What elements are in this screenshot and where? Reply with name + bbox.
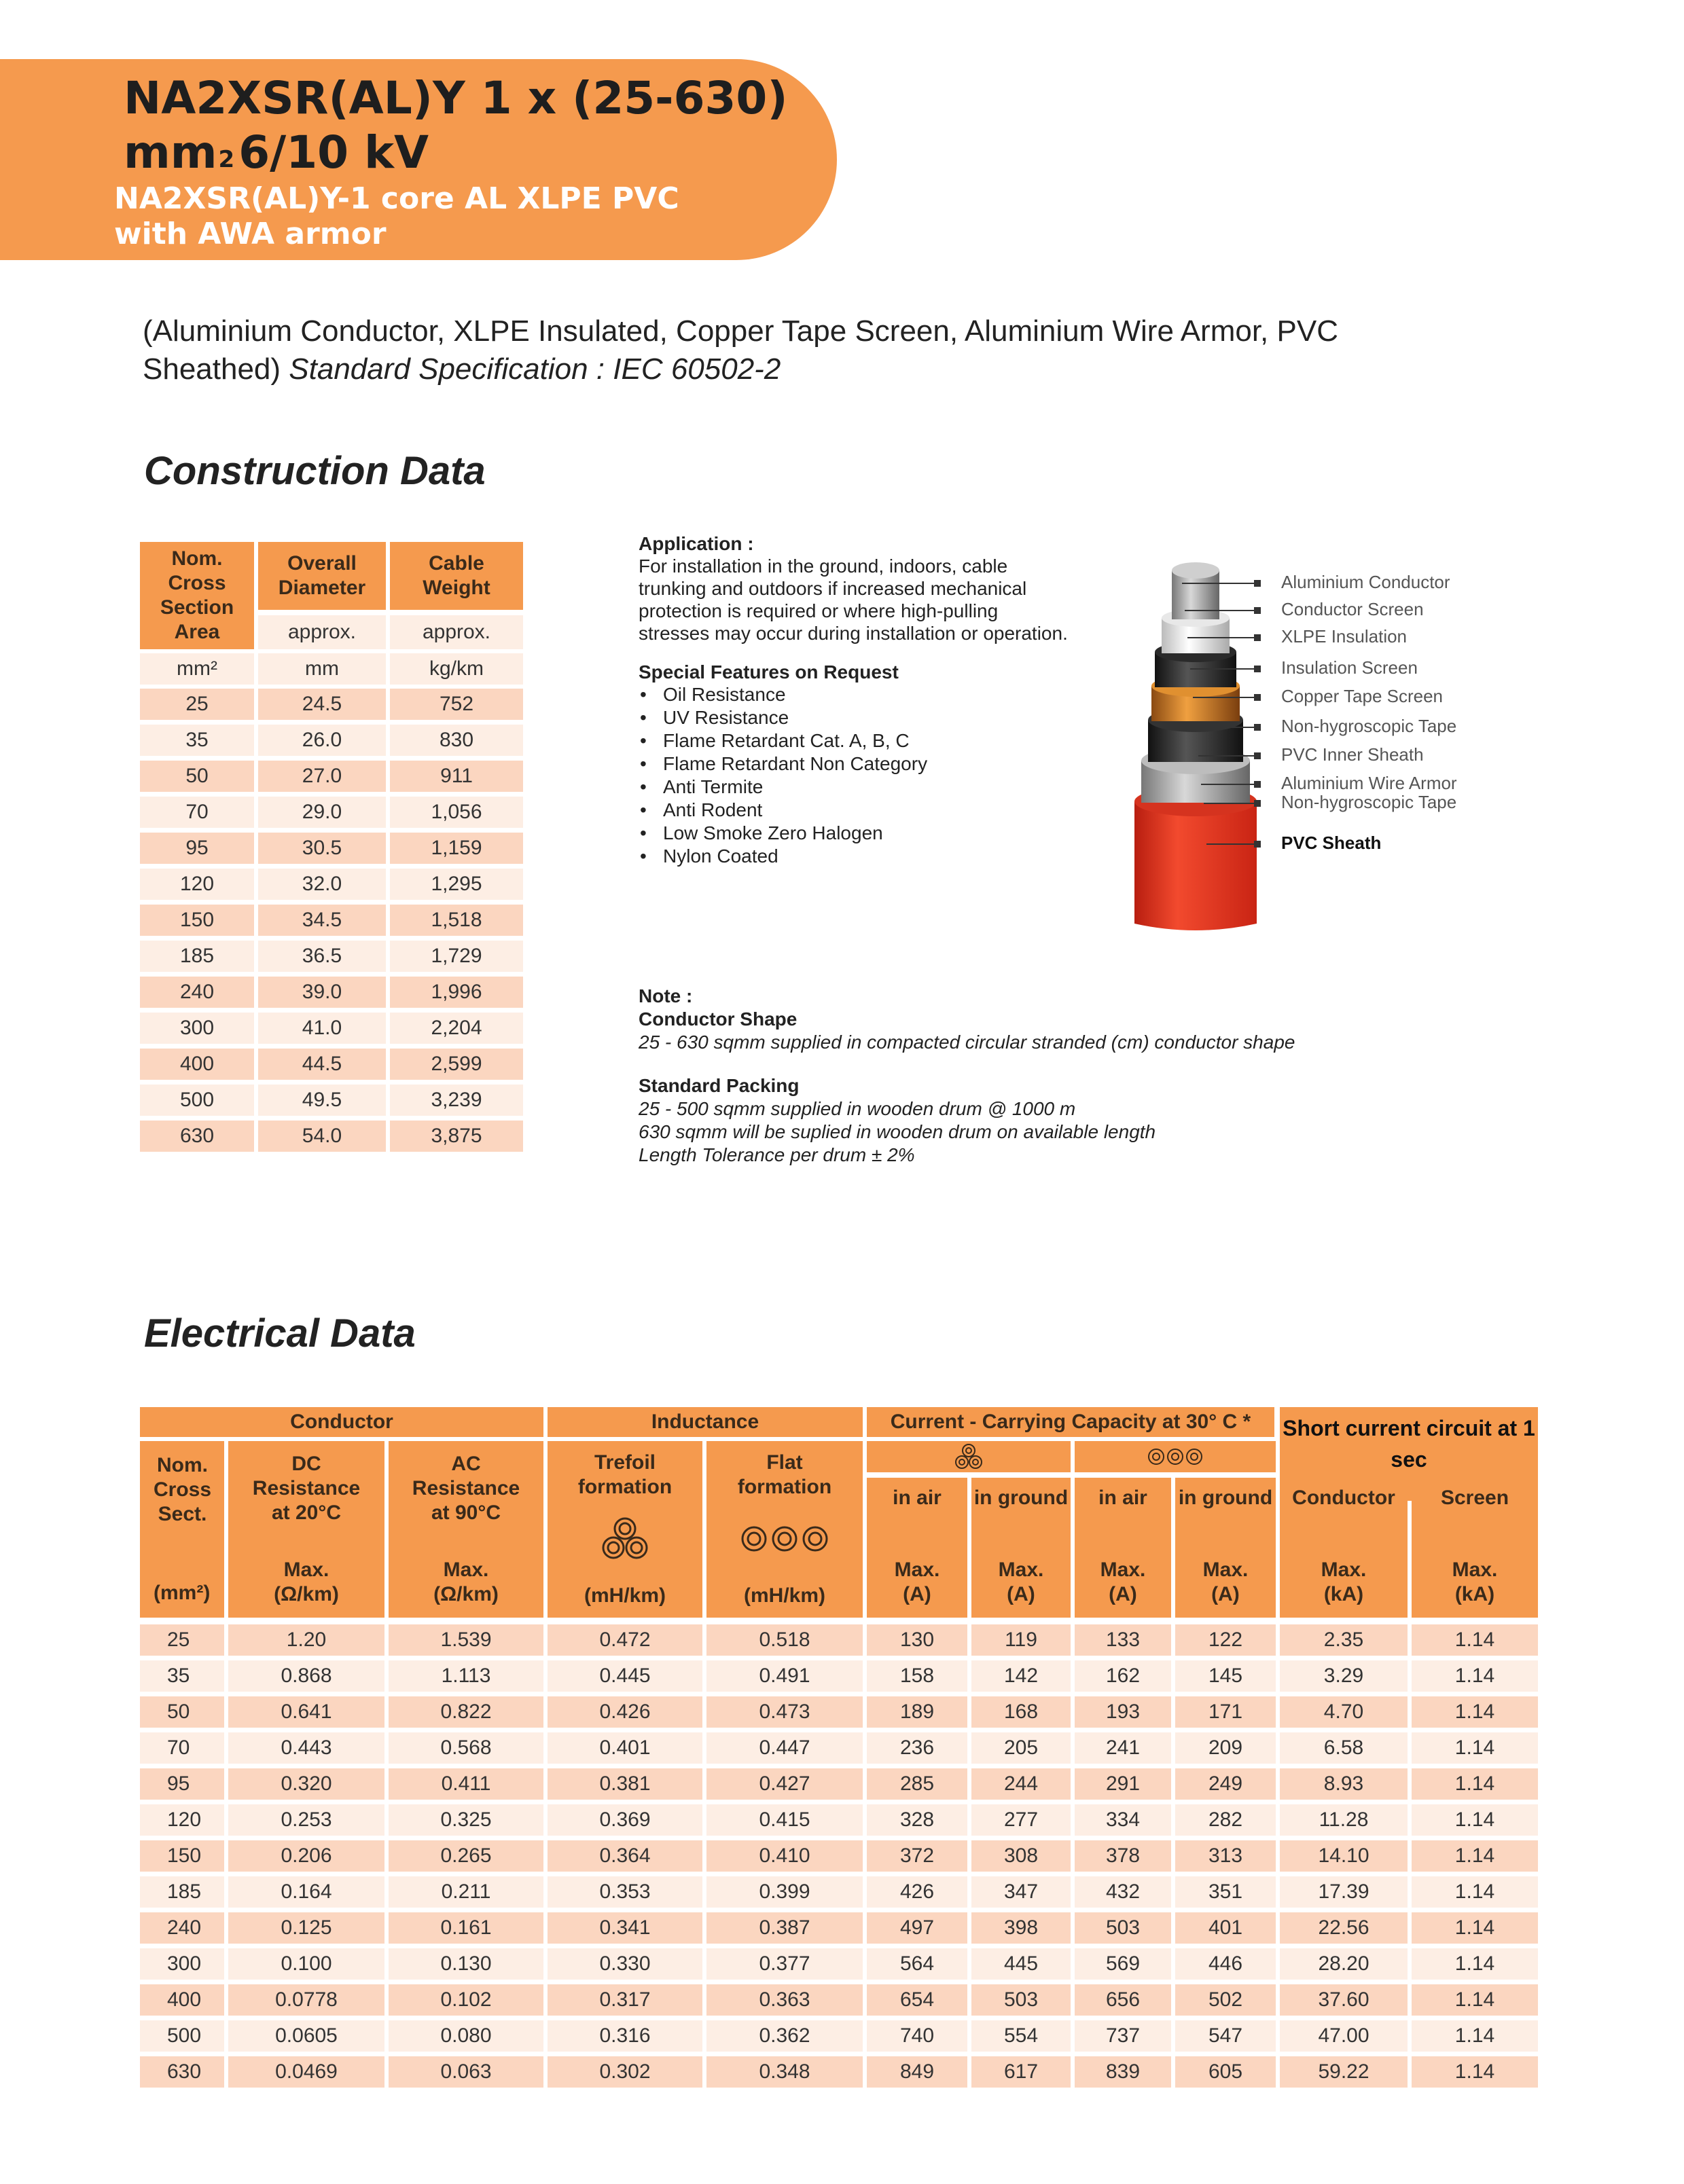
table-cell: 25 [140, 1624, 224, 1656]
table-cell: 34.5 [258, 905, 386, 936]
table-cell: 4.70 [1280, 1696, 1408, 1728]
table-cell: 300 [140, 1013, 254, 1044]
table-cell: 150 [140, 905, 254, 936]
table-cell: 6.58 [1280, 1732, 1408, 1764]
table-cell: 0.401 [548, 1732, 702, 1764]
table-cell: 0.415 [706, 1804, 863, 1836]
feature-item: • Low Smoke Zero Halogen [639, 822, 1073, 845]
feature-item: • Nylon Coated [639, 845, 1073, 868]
table-cell: 0.164 [228, 1876, 384, 1908]
table-cell: 54.0 [258, 1121, 386, 1152]
leader-line [1190, 668, 1254, 670]
table-cell: 249 [1175, 1768, 1276, 1800]
table-cell: 1,056 [390, 797, 523, 828]
subheader-approx: approx. [390, 615, 523, 649]
table-cell: 0.426 [548, 1696, 702, 1728]
table-cell: 1,295 [390, 869, 523, 900]
table-cell: 378 [1075, 1840, 1171, 1872]
table-cell: 35 [140, 725, 254, 756]
leader-dot [1254, 694, 1261, 701]
table-cell: 401 [1175, 1912, 1276, 1944]
group-header-current: Current - Carrying Capacity at 30° C * [867, 1407, 1274, 1437]
table-cell: 28.20 [1280, 1948, 1408, 1980]
table-cell: 740 [867, 2020, 967, 2052]
table-cell: 0.353 [548, 1876, 702, 1908]
product-subtitle-line2: with AWA armor [114, 217, 387, 251]
table-cell: 1.113 [389, 1660, 543, 1692]
leader-line [1187, 637, 1254, 638]
table-cell: 0.387 [706, 1912, 863, 1944]
table-cell: 0.130 [389, 1948, 543, 1980]
trefoil-icon [598, 1515, 652, 1569]
product-title-line2: $mm^26/10$ kV [124, 126, 429, 179]
table-cell: 547 [1175, 2020, 1276, 2052]
table-cell: 291 [1075, 1768, 1171, 1800]
product-title: NA2XSR(AL)Y 1 x (25-630) [124, 72, 788, 124]
feature-item: • Flame Retardant Non Category [639, 752, 1073, 776]
table-cell: 398 [971, 1912, 1071, 1944]
table-cell: 630 [140, 2056, 224, 2088]
table-cell: 617 [971, 2056, 1071, 2088]
table-cell: 0.102 [389, 1984, 543, 2016]
table-cell: 133 [1075, 1624, 1171, 1656]
table-cell: 445 [971, 1948, 1071, 1980]
table-cell: 0.377 [706, 1948, 863, 1980]
table-cell: 400 [140, 1049, 254, 1080]
table-cell: 0.0778 [228, 1984, 384, 2016]
table-cell: 95 [140, 1768, 224, 1800]
table-cell: 0.0605 [228, 2020, 384, 2052]
table-cell: 171 [1175, 1696, 1276, 1728]
table-cell: 1.14 [1412, 1732, 1538, 1764]
table-cell: 446 [1175, 1948, 1276, 1980]
table-cell: 240 [140, 1912, 224, 1944]
layer-label: Aluminium Wire Armor [1281, 773, 1457, 793]
table-cell: 37.60 [1280, 1984, 1408, 2016]
trefoil-icon [867, 1441, 1071, 1472]
table-cell: 158 [867, 1660, 967, 1692]
note-title: Note : [639, 985, 693, 1006]
table-cell: 26.0 [258, 725, 386, 756]
table-cell: 24.5 [258, 689, 386, 720]
table-cell: 0.447 [706, 1732, 863, 1764]
table-cell: 70 [140, 1732, 224, 1764]
table-cell: 11.28 [1280, 1804, 1408, 1836]
table-cell: 308 [971, 1840, 1071, 1872]
table-cell: 0.491 [706, 1660, 863, 1692]
table-cell: 0.348 [706, 2056, 863, 2088]
title-banner [0, 59, 837, 260]
table-cell: 150 [140, 1840, 224, 1872]
col-header-current: in air Max. (A) [867, 1478, 967, 1618]
col-header-nom: Nom. Cross Sect. (mm²) [140, 1441, 224, 1618]
feature-item: • Anti Rodent [639, 799, 1073, 822]
leader-dot [1254, 841, 1261, 848]
leader-line [1182, 583, 1254, 584]
table-cell: 328 [867, 1804, 967, 1836]
table-cell: 0.868 [228, 1660, 384, 1692]
layer-label: XLPE Insulation [1281, 626, 1408, 647]
table-cell: 554 [971, 2020, 1071, 2052]
table-cell: 185 [140, 1876, 224, 1908]
leader-dot [1254, 724, 1261, 731]
features-list [639, 683, 1073, 868]
table-cell: 334 [1075, 1804, 1171, 1836]
table-cell: 0.206 [228, 1840, 384, 1872]
table-cell: 8.93 [1280, 1768, 1408, 1800]
leader-line [1196, 727, 1254, 728]
feature-item: • UV Resistance [639, 706, 1073, 729]
table-cell: 41.0 [258, 1013, 386, 1044]
table-cell: 193 [1075, 1696, 1171, 1728]
table-cell: 0.445 [548, 1660, 702, 1692]
table-cell: 49.5 [258, 1085, 386, 1116]
layer-label: Conductor Screen [1281, 599, 1424, 619]
table-cell: 351 [1175, 1876, 1276, 1908]
layer-label: Non-hygroscopic Tape [1281, 792, 1457, 812]
leader-line [1201, 784, 1254, 785]
construction-title: Construction Data [144, 449, 486, 493]
features-title: Special Features on Request [639, 661, 899, 682]
table-cell: 630 [140, 1121, 254, 1152]
table-cell: 1.14 [1412, 1876, 1538, 1908]
table-cell: 911 [390, 761, 523, 792]
table-cell: 1,518 [390, 905, 523, 936]
table-cell: 0.363 [706, 1984, 863, 2016]
table-cell: 185 [140, 941, 254, 972]
table-cell: 347 [971, 1876, 1071, 1908]
leader-dot [1254, 634, 1261, 641]
table-cell: 120 [140, 1804, 224, 1836]
unit-cell: mm [258, 653, 386, 685]
table-cell: 497 [867, 1912, 967, 1944]
table-cell: 0.568 [389, 1732, 543, 1764]
leader-dot [1254, 666, 1261, 672]
table-cell: 2,204 [390, 1013, 523, 1044]
table-cell: 119 [971, 1624, 1071, 1656]
layer-label: Non-hygroscopic Tape [1281, 716, 1457, 736]
table-cell: 0.265 [389, 1840, 543, 1872]
table-cell: 282 [1175, 1804, 1276, 1836]
table-cell: 839 [1075, 2056, 1171, 2088]
table-cell: 2,599 [390, 1049, 523, 1080]
table-cell: 0.0469 [228, 2056, 384, 2088]
electrical-title: Electrical Data [144, 1311, 416, 1355]
application-block [639, 532, 1073, 868]
cable-illustration [1114, 557, 1277, 937]
table-cell: 36.5 [258, 941, 386, 972]
subheader-approx: approx. [258, 615, 386, 649]
leader-dot [1254, 752, 1261, 759]
note-block [639, 985, 1590, 1167]
table-cell: 70 [140, 797, 254, 828]
table-cell: 25 [140, 689, 254, 720]
table-cell: 0.325 [389, 1804, 543, 1836]
table-cell: 830 [390, 725, 523, 756]
feature-item: • Flame Retardant Cat. A, B, C [639, 729, 1073, 752]
table-cell: 0.320 [228, 1768, 384, 1800]
table-cell: 0.341 [548, 1912, 702, 1944]
table-cell: 236 [867, 1732, 967, 1764]
group-header-short: Short current circuit at 1 sec [1280, 1407, 1538, 1501]
table-cell: 145 [1175, 1660, 1276, 1692]
table-cell: 122 [1175, 1624, 1276, 1656]
col-header-trefoil: Trefoil formation (mH/km) [548, 1441, 702, 1618]
table-cell: 605 [1175, 2056, 1276, 2088]
product-subtitle: NA2XSR(AL)Y-1 core AL XLPE PVC [114, 181, 679, 216]
unit-cell: kg/km [390, 653, 523, 685]
leader-line [1193, 697, 1254, 698]
table-cell: 32.0 [258, 869, 386, 900]
table-cell: 240 [140, 977, 254, 1008]
table-cell: 29.0 [258, 797, 386, 828]
table-cell: 285 [867, 1768, 967, 1800]
col-header-current: in ground Max. (A) [971, 1478, 1071, 1618]
table-cell: 0.399 [706, 1876, 863, 1908]
table-cell: 0.822 [389, 1696, 543, 1728]
layer-label: PVC Sheath [1281, 833, 1382, 853]
leader-dot [1254, 580, 1261, 587]
feature-item: • Anti Termite [639, 776, 1073, 799]
table-cell: 130 [867, 1624, 967, 1656]
table-cell: 1.14 [1412, 1624, 1538, 1656]
table-cell: 162 [1075, 1660, 1171, 1692]
table-cell: 1.539 [389, 1624, 543, 1656]
table-cell: 300 [140, 1948, 224, 1980]
table-cell: 0.473 [706, 1696, 863, 1728]
table-cell: 50 [140, 1696, 224, 1728]
leader-dot [1254, 800, 1261, 807]
table-cell: 39.0 [258, 977, 386, 1008]
group-header-conductor: Conductor [140, 1407, 543, 1437]
table-cell: 44.5 [258, 1049, 386, 1080]
table-cell: 502 [1175, 1984, 1276, 2016]
leader-line [1204, 803, 1254, 804]
table-cell: 50 [140, 761, 254, 792]
shape-title: Conductor Shape [639, 1008, 798, 1030]
table-cell: 432 [1075, 1876, 1171, 1908]
col-header-ac: AC Resistance at 90°C Max. (Ω/km) [389, 1441, 543, 1618]
table-cell: 1.14 [1412, 1840, 1538, 1872]
table-cell: 1.14 [1412, 1948, 1538, 1980]
table-cell: 1.14 [1412, 2020, 1538, 2052]
table-cell: 1.14 [1412, 1804, 1538, 1836]
table-cell: 0.125 [228, 1912, 384, 1944]
col-header-nom: Nom. Cross Section Area [140, 542, 254, 649]
table-cell: 14.10 [1280, 1840, 1408, 1872]
table-cell: 0.364 [548, 1840, 702, 1872]
table-cell: 1.20 [228, 1624, 384, 1656]
table-cell: 372 [867, 1840, 967, 1872]
col-header-flat: Flat formation (mH/km) [706, 1441, 863, 1618]
table-cell: 0.211 [389, 1876, 543, 1908]
packing-line: Length Tolerance per drum ± 2% [639, 1144, 915, 1165]
packing-line: 630 sqmm will be suplied in wooden drum on available length [639, 1121, 1156, 1142]
feature-item: • Oil Resistance [639, 683, 1073, 706]
flat-icon [1075, 1441, 1276, 1472]
table-cell: 168 [971, 1696, 1071, 1728]
table-cell: 22.56 [1280, 1912, 1408, 1944]
table-cell: 30.5 [258, 833, 386, 864]
table-cell: 0.369 [548, 1804, 702, 1836]
table-cell: 35 [140, 1660, 224, 1692]
table-cell: 0.427 [706, 1768, 863, 1800]
table-cell: 2.35 [1280, 1624, 1408, 1656]
table-cell: 142 [971, 1660, 1071, 1692]
leader-line [1206, 843, 1254, 845]
table-cell: 426 [867, 1876, 967, 1908]
table-cell: 209 [1175, 1732, 1276, 1764]
table-cell: 0.063 [389, 2056, 543, 2088]
flat-icon [737, 1525, 832, 1559]
table-cell: 313 [1175, 1840, 1276, 1872]
table-cell: 17.39 [1280, 1876, 1408, 1908]
table-cell: 3,239 [390, 1085, 523, 1116]
packing-line: 25 - 500 sqmm supplied in wooden drum @ 1000 m [639, 1098, 1076, 1119]
table-cell: 1,159 [390, 833, 523, 864]
table-cell: 0.472 [548, 1624, 702, 1656]
table-cell: 3,875 [390, 1121, 523, 1152]
table-cell: 189 [867, 1696, 967, 1728]
table-cell: 1.14 [1412, 1696, 1538, 1728]
table-cell: 0.411 [389, 1768, 543, 1800]
table-cell: 0.443 [228, 1732, 384, 1764]
table-cell: 500 [140, 2020, 224, 2052]
table-cell: 569 [1075, 1948, 1171, 1980]
table-cell: 1.14 [1412, 1984, 1538, 2016]
table-cell: 241 [1075, 1732, 1171, 1764]
col-header-conductor-ka: Conductor Max. (kA) [1280, 1478, 1408, 1618]
table-cell: 0.641 [228, 1696, 384, 1728]
table-cell: 656 [1075, 1984, 1171, 2016]
layer-label: Copper Tape Screen [1281, 686, 1444, 706]
application-text: For installation in the ground, indoors, cable trunking and outdoors if increased mechanical protection is required or where high-pulling stresses may occur during installation or operation. [639, 556, 1068, 644]
packing-title: Standard Packing [639, 1075, 800, 1096]
table-cell: 503 [971, 1984, 1071, 2016]
layer-label: Insulation Screen [1281, 657, 1418, 678]
table-cell: 1,996 [390, 977, 523, 1008]
table-cell: 1.14 [1412, 1768, 1538, 1800]
table-cell: 95 [140, 833, 254, 864]
table-cell: 120 [140, 869, 254, 900]
table-cell: 654 [867, 1984, 967, 2016]
col-header-current: in air Max. (A) [1075, 1478, 1171, 1618]
table-cell: 1.14 [1412, 2056, 1538, 2088]
table-cell: 500 [140, 1085, 254, 1116]
leader-dot [1254, 781, 1261, 788]
table-cell: 3.29 [1280, 1660, 1408, 1692]
table-cell: 400 [140, 1984, 224, 2016]
table-cell: 205 [971, 1732, 1071, 1764]
table-cell: 27.0 [258, 761, 386, 792]
table-cell: 0.316 [548, 2020, 702, 2052]
application-title: Application : [639, 533, 754, 554]
table-cell: 0.302 [548, 2056, 702, 2088]
table-cell: 503 [1075, 1912, 1171, 1944]
col-header-screen-ka: Screen Max. (kA) [1412, 1478, 1538, 1618]
layer-label: Aluminium Conductor [1281, 572, 1450, 592]
table-cell: 737 [1075, 2020, 1171, 2052]
table-cell: 564 [867, 1948, 967, 1980]
table-cell: 0.362 [706, 2020, 863, 2052]
leader-line [1198, 755, 1254, 757]
leader-dot [1254, 607, 1261, 614]
table-cell: 0.080 [389, 2020, 543, 2052]
layer-label: PVC Inner Sheath [1281, 744, 1424, 765]
table-cell: 1.14 [1412, 1660, 1538, 1692]
table-cell: 0.317 [548, 1984, 702, 2016]
table-cell: 0.330 [548, 1948, 702, 1980]
table-cell: 849 [867, 2056, 967, 2088]
col-header-weight: Cable Weight [390, 542, 523, 610]
table-cell: 0.253 [228, 1804, 384, 1836]
col-header-dc: DC Resistance at 20°C Max. (Ω/km) [228, 1441, 384, 1618]
table-cell: 277 [971, 1804, 1071, 1836]
col-header-diameter: Overall Diameter [258, 542, 386, 610]
shape-text: 25 - 630 sqmm supplied in compacted circular stranded (cm) conductor shape [639, 1032, 1295, 1053]
col-header-current: in ground Max. (A) [1175, 1478, 1276, 1618]
table-cell: 47.00 [1280, 2020, 1408, 2052]
table-cell: 0.381 [548, 1768, 702, 1800]
table-cell: 244 [971, 1768, 1071, 1800]
group-header-inductance: Inductance [548, 1407, 863, 1437]
table-cell: 1.14 [1412, 1912, 1538, 1944]
table-cell: 0.410 [706, 1840, 863, 1872]
table-cell: 1,729 [390, 941, 523, 972]
table-cell: 0.518 [706, 1624, 863, 1656]
unit-cell: mm² [140, 653, 254, 685]
table-cell: 0.161 [389, 1912, 543, 1944]
leader-line [1185, 610, 1254, 611]
table-cell: 0.100 [228, 1948, 384, 1980]
description: (Aluminium Conductor, XLPE Insulated, Copper Tape Screen, Aluminium Wire Armor, PVC Sheathed) Standard Specification : IEC 60502-2 [143, 314, 1338, 386]
table-cell: 752 [390, 689, 523, 720]
table-cell: 59.22 [1280, 2056, 1408, 2088]
